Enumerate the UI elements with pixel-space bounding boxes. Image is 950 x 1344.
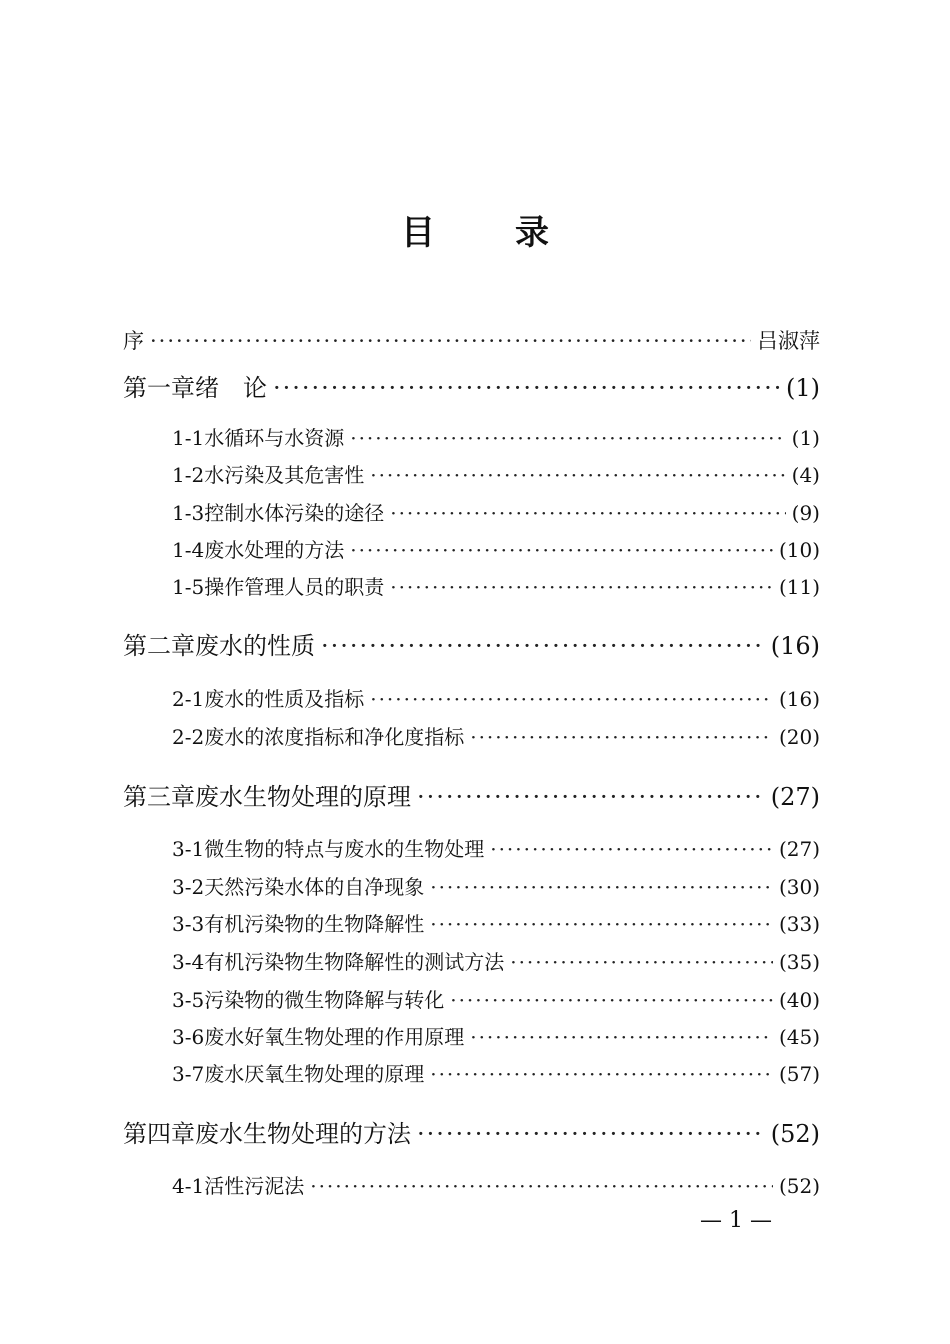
section-title: 废水厌氧生物处理的原理	[204, 1062, 425, 1086]
leader-dots	[150, 329, 751, 353]
toc-preface	[123, 325, 820, 355]
leader-dots	[430, 912, 773, 936]
chapter-page: (16)	[770, 632, 820, 660]
section-page: (35)	[778, 950, 820, 974]
section-title: 操作管理人员的职责	[204, 575, 385, 599]
leader-dots	[350, 426, 785, 450]
section-page: (9)	[791, 501, 820, 525]
section-number: 1-2	[172, 463, 205, 487]
section-number: 4-1	[172, 1174, 205, 1198]
toc-chapter	[123, 368, 820, 403]
toc-section	[172, 946, 820, 975]
section-page: (20)	[778, 725, 820, 749]
toc-section	[172, 422, 820, 451]
leader-dots	[510, 950, 773, 974]
section-number: 3-5	[172, 988, 205, 1012]
section-number: 2-1	[172, 687, 205, 711]
section-number: 3-3	[172, 912, 205, 936]
section-page: (16)	[778, 687, 820, 711]
leader-dots	[310, 1174, 773, 1198]
toc-section	[172, 833, 820, 862]
section-title: 有机污染物生物降解性的测试方法	[204, 950, 505, 974]
section-page: (52)	[778, 1174, 820, 1198]
section-number: 3-7	[172, 1062, 205, 1086]
toc-section	[172, 871, 820, 900]
leader-dots	[370, 463, 785, 487]
toc-section	[172, 497, 820, 526]
section-page: (57)	[778, 1062, 820, 1086]
chapter-title: 绪 论	[195, 374, 267, 402]
toc-chapter	[123, 626, 820, 661]
chapter-number: 第四章	[123, 1120, 195, 1148]
leader-dots	[350, 538, 773, 562]
leader-dots	[273, 374, 780, 402]
section-title: 有机污染物的生物降解性	[204, 912, 425, 936]
toc-section	[172, 459, 820, 488]
section-page: (33)	[778, 912, 820, 936]
section-title: 活性污泥法	[204, 1174, 305, 1198]
toc-section	[172, 1021, 820, 1050]
chapter-title: 废水生物处理的方法	[195, 1120, 411, 1148]
section-page: (27)	[778, 837, 820, 861]
leader-dots	[470, 1025, 773, 1049]
leader-dots	[370, 687, 773, 711]
section-title: 微生物的特点与废水的生物处理	[204, 837, 485, 861]
chapter-page: (27)	[770, 783, 820, 811]
toc-chapter	[123, 1114, 820, 1149]
leader-dots	[321, 632, 765, 660]
section-title: 控制水体污染的途径	[204, 501, 385, 525]
section-page: (4)	[791, 463, 820, 487]
section-title: 水污染及其危害性	[204, 463, 365, 487]
section-title: 废水的性质及指标	[204, 687, 365, 711]
section-number: 3-4	[172, 950, 205, 974]
section-number: 1-4	[172, 538, 205, 562]
section-title: 污染物的微生物降解与转化	[204, 988, 445, 1012]
chapter-number: 第二章	[123, 632, 195, 660]
section-title: 废水处理的方法	[204, 538, 345, 562]
section-page: (11)	[778, 575, 820, 599]
chapter-title: 废水生物处理的原理	[195, 783, 411, 811]
toc-chapter	[123, 777, 820, 812]
leader-dots	[390, 575, 773, 599]
section-title: 水循环与水资源	[204, 426, 345, 450]
toc-section	[172, 1170, 820, 1199]
chapter-page: (52)	[770, 1120, 820, 1148]
leader-dots	[430, 875, 773, 899]
page-number: — 1 —	[700, 1208, 772, 1233]
section-page: (1)	[791, 426, 820, 450]
leader-dots	[430, 1062, 773, 1086]
toc-section	[172, 571, 820, 600]
chapter-number: 第三章	[123, 783, 195, 811]
leader-dots	[417, 1120, 765, 1148]
section-number: 1-5	[172, 575, 205, 599]
leader-dots	[417, 783, 765, 811]
section-title: 废水的浓度指标和净化度指标	[204, 725, 465, 749]
section-number: 3-2	[172, 875, 205, 899]
section-page: (30)	[778, 875, 820, 899]
title-char-2: 录	[515, 213, 549, 253]
toc-section	[172, 683, 820, 712]
preface-author: 吕淑萍	[757, 329, 820, 353]
toc-section	[172, 721, 820, 750]
chapter-page: (1)	[786, 374, 820, 402]
toc-section	[172, 984, 820, 1013]
page-title	[0, 205, 950, 254]
leader-dots	[390, 501, 785, 525]
section-number: 2-2	[172, 725, 205, 749]
section-number: 3-6	[172, 1025, 205, 1049]
section-page: (40)	[778, 988, 820, 1012]
toc-section	[172, 908, 820, 937]
preface-label: 序	[123, 329, 144, 353]
section-number: 1-1	[172, 426, 205, 450]
leader-dots	[470, 725, 773, 749]
chapter-title: 废水的性质	[195, 632, 315, 660]
section-title: 废水好氧生物处理的作用原理	[204, 1025, 465, 1049]
section-number: 1-3	[172, 501, 205, 525]
leader-dots	[450, 988, 773, 1012]
toc-section	[172, 1058, 820, 1087]
section-page: (10)	[778, 538, 820, 562]
section-number: 3-1	[172, 837, 205, 861]
title-char-1: 目	[401, 213, 435, 253]
chapter-number: 第一章	[123, 374, 195, 402]
toc-section	[172, 534, 820, 563]
section-page: (45)	[778, 1025, 820, 1049]
section-title: 天然污染水体的自净现象	[204, 875, 425, 899]
leader-dots	[490, 837, 773, 861]
